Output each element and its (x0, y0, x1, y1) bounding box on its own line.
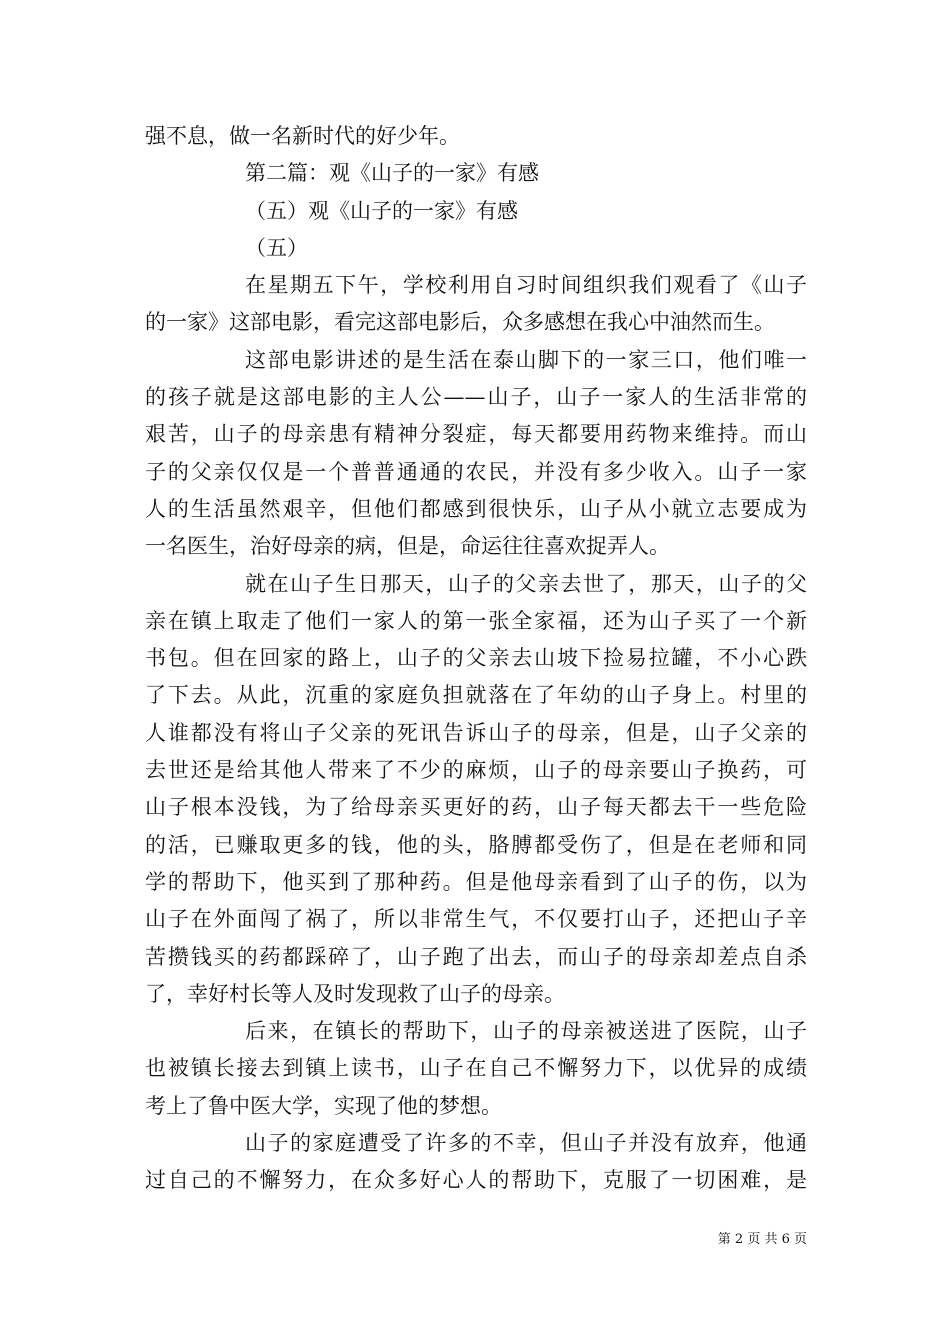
text-line: 后来，在镇长的帮助下，山子的母亲被送进了医院，山子 (245, 1019, 807, 1044)
text-line: 山子在外面闯了祸了，所以非常生气，不仅要打山子，还把山子辛 (145, 907, 807, 932)
text-line: 的孩子就是这部电影的主人公——山子，山子一家人的生活非常的 (145, 385, 807, 410)
document-body (145, 118, 807, 1200)
text-line: 过自己的不懈努力，在众多好心人的帮助下，克服了一切困难，是 (145, 1168, 807, 1193)
text-line: 了下去。从此，沉重的家庭负担就落在了年幼的山子身上。村里的 (145, 683, 807, 708)
subsection-marker: （五） (245, 235, 308, 260)
text-line: 苦攒钱买的药都踩碎了，山子跑了出去，而山子的母亲却差点自杀 (145, 944, 807, 969)
subsection-title: （五）观《山子的一家》有感 (245, 198, 518, 223)
text-line: 了，幸好村长等人及时发现救了山子的母亲。 (145, 981, 565, 1006)
text-line: 在星期五下午，学校利用自习时间组织我们观看了《山子 (245, 273, 807, 298)
text-line: 的活，已赚取更多的钱，他的头，胳膊都受伤了，但是在老师和同 (145, 832, 807, 857)
text-line: 人谁都没有将山子父亲的死讯告诉山子的母亲，但是，山子父亲的 (145, 720, 807, 745)
text-line: 这部电影讲述的是生活在泰山脚下的一家三口，他们唯一 (245, 347, 807, 372)
text-line: 一名医生，治好母亲的病，但是，命运往往喜欢捉弄人。 (145, 534, 670, 559)
text-line: 也被镇长接去到镇上读书，山子在自己不懈努力下，以优异的成绩 (145, 1056, 807, 1081)
text-line: 学的帮助下，他买到了那种药。但是他母亲看到了山子的伤，以为 (145, 869, 807, 894)
text-line: 山子的家庭遭受了许多的不幸，但山子并没有放弃，他通 (245, 1131, 807, 1156)
text-line: 艰苦，山子的母亲患有精神分裂症，每天都要用药物来维持。而山 (145, 422, 807, 447)
text-line: 子的父亲仅仅是一个普普通通的农民，并没有多少收入。山子一家 (145, 459, 807, 484)
text-line: 就在山子生日那天，山子的父亲去世了，那天，山子的父 (245, 571, 807, 596)
text-line: 强不息，做一名新时代的好少年。 (145, 124, 460, 148)
text-line: 的一家》这部电影，看完这部电影后，众多感想在我心中油然而生。 (145, 310, 775, 335)
page-number-footer: 第 2 页 共 6 页 (717, 1232, 807, 1247)
text-line: 山子根本没钱，为了给母亲买更好的药，山子每天都去干一些危险 (145, 795, 807, 820)
text-line: 亲在镇上取走了他们一家人的第一张全家福，还为山子买了一个新 (145, 608, 807, 633)
text-line: 考上了鲁中医大学，实现了他的梦想。 (145, 1093, 502, 1118)
section-title: 第二篇：观《山子的一家》有感 (245, 161, 539, 186)
text-line: 书包。但在回家的路上，山子的父亲去山坡下捡易拉罐，不小心跌 (145, 646, 807, 671)
text-line: 去世还是给其他人带来了不少的麻烦，山子的母亲要山子换药，可 (145, 758, 807, 783)
text-line: 人的生活虽然艰辛，但他们都感到很快乐，山子从小就立志要成为 (145, 496, 807, 521)
